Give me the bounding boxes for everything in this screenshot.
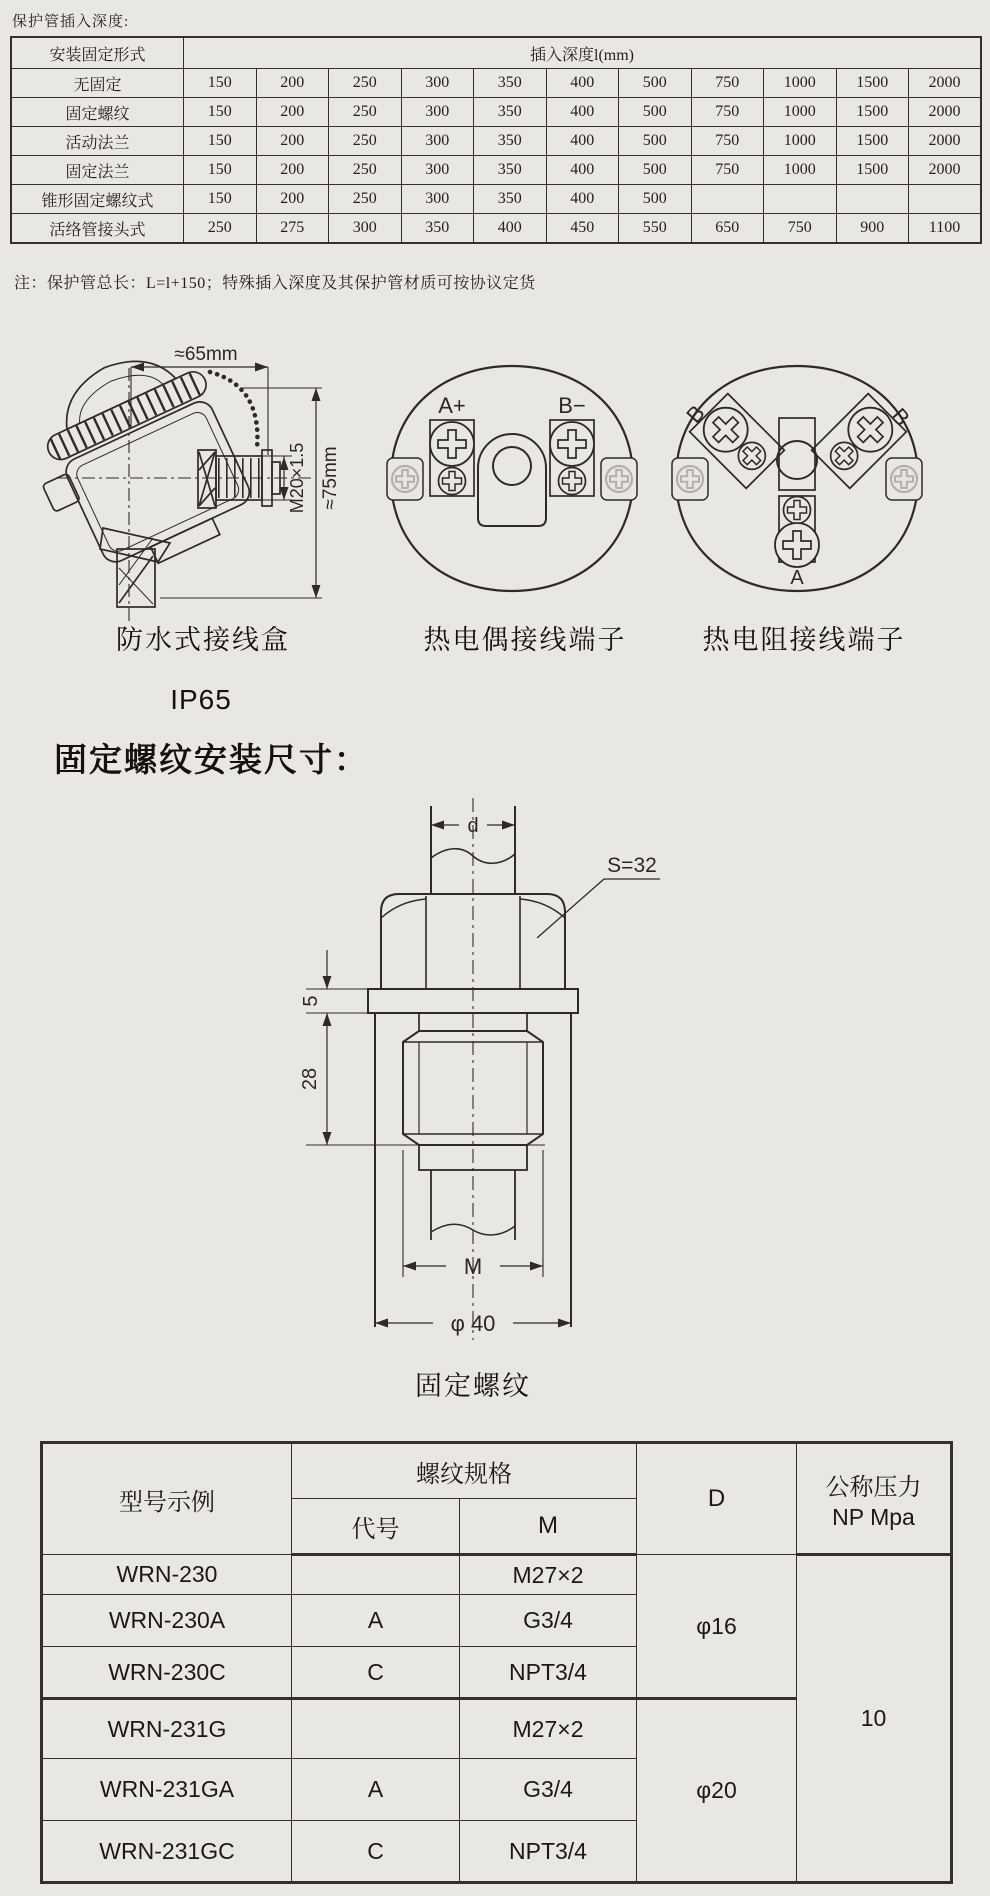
spec-row: WRN-230 M27×2 φ16 10 xyxy=(42,1555,952,1595)
header-pressure-line1: 公称压力 xyxy=(825,1473,922,1501)
terminal-screw-icon xyxy=(559,468,586,495)
terminal-label-b1: B xyxy=(681,400,710,428)
row-label: 锥形固定螺纹式 xyxy=(11,185,184,214)
caption-junction-box: 防水式接线盒 xyxy=(116,625,290,655)
section-heading: 固定螺纹安装尺寸： xyxy=(54,741,369,778)
table-header-row xyxy=(11,37,981,69)
caption-fixed-thread: 固定螺纹 xyxy=(415,1371,531,1401)
header-m: M xyxy=(460,1499,637,1555)
header-code: 代号 xyxy=(292,1499,460,1555)
table-row: 固定法兰 150 200 250 300 350 400 500 750 1000 1500 2000 xyxy=(11,156,981,185)
row-label: 活络管接头式 xyxy=(11,214,184,244)
terminal-label-b-minus: B− xyxy=(558,393,586,418)
row-label: 固定螺纹 xyxy=(11,98,184,127)
terminal-label-b2: B xyxy=(886,403,915,431)
spec-row: WRN-231G M27×2 φ20 xyxy=(42,1699,952,1759)
model-cell: WRN-230C xyxy=(42,1647,292,1699)
spec-row: WRN-231GA A G3/4 xyxy=(42,1759,952,1821)
dim-s-label: S=32 xyxy=(607,854,657,877)
junction-box-diagram xyxy=(8,340,341,624)
thread-mount-drawing xyxy=(230,790,720,1350)
model-cell: WRN-231GC xyxy=(42,1821,292,1883)
header-thread-spec: 螺纹规格 xyxy=(292,1443,637,1499)
model-cell: WRN-231GA xyxy=(42,1759,292,1821)
thermocouple-terminal-diagram xyxy=(387,366,637,591)
rtd-terminal-diagram xyxy=(672,366,922,591)
dim-width-label: ≈65mm xyxy=(174,344,238,365)
dim-phi40-label: φ 40 xyxy=(450,1311,496,1336)
table-row: 无固定 150 200 250 300 350 400 500 750 1000 1500 2000 xyxy=(11,69,981,98)
page-title: 保护管插入深度: xyxy=(12,14,130,30)
dim-d-label: d xyxy=(467,815,479,837)
table-row: 固定螺纹 150 200 250 300 350 400 500 750 1000 1500 2000 xyxy=(11,98,981,127)
insertion-depth-table xyxy=(10,36,982,244)
row-label: 活动法兰 xyxy=(11,127,184,156)
terminal-screw-icon xyxy=(775,523,819,567)
pressure-value-cell: 10 xyxy=(797,1555,952,1883)
caption-thermocouple: 热电偶接线端子 xyxy=(423,625,627,655)
terminal-screw-icon xyxy=(550,422,594,466)
terminal-screw-icon xyxy=(784,497,811,524)
terminal-screw-icon xyxy=(430,422,474,466)
row-label: 固定法兰 xyxy=(11,156,184,185)
header-pressure-line2: NP Mpa xyxy=(832,1503,915,1530)
caption-rtd: 热电阻接线端子 xyxy=(702,625,906,655)
spec-row: WRN-230C C NPT3/4 xyxy=(42,1647,952,1699)
terminal-screw-icon xyxy=(439,468,466,495)
model-cell: WRN-230A xyxy=(42,1595,292,1647)
spec-row: WRN-231GC C NPT3/4 xyxy=(42,1821,952,1883)
row-label: 无固定 xyxy=(11,69,184,98)
table-row: 锥形固定螺纹式 150 200 250 300 350 400 500 xyxy=(11,185,981,214)
terminal-label-a-plus: A+ xyxy=(438,393,466,418)
table-row: 活动法兰 150 200 250 300 350 400 500 750 1000 1500 2000 xyxy=(11,127,981,156)
dim-28-label: 28 xyxy=(299,1067,321,1091)
dim-thread-label: M20×1.5 xyxy=(287,442,307,514)
model-cell: WRN-231G xyxy=(42,1699,292,1759)
spec-header-row xyxy=(42,1443,952,1499)
spec-row: WRN-230A A G3/4 xyxy=(42,1595,952,1647)
dim-m-label: M xyxy=(463,1254,483,1279)
header-d: D xyxy=(637,1443,797,1555)
dim-5-label: 5 xyxy=(300,995,322,1007)
thread-spec-table xyxy=(40,1441,953,1884)
column-header-depth: 插入深度l(mm) xyxy=(184,37,982,69)
ip-rating: IP65 xyxy=(170,684,232,715)
table-note: 注：保护管总长：L=l+150；特殊插入深度及其保护管材质可按协议定货 xyxy=(14,275,536,292)
header-model: 型号示例 xyxy=(42,1443,292,1555)
d-value-cell: φ16 xyxy=(637,1555,797,1699)
column-header-fix-type: 安装固定形式 xyxy=(11,37,184,69)
d-value-cell: φ20 xyxy=(637,1699,797,1883)
dim-height-label: ≈75mm xyxy=(320,446,341,510)
table-row: 活络管接头式 250 275 300 350 400 450 550 650 750 900 1100 xyxy=(11,214,981,244)
terminal-label-a: A xyxy=(790,567,804,589)
header-pressure xyxy=(797,1443,952,1555)
model-cell: WRN-230 xyxy=(42,1555,292,1595)
